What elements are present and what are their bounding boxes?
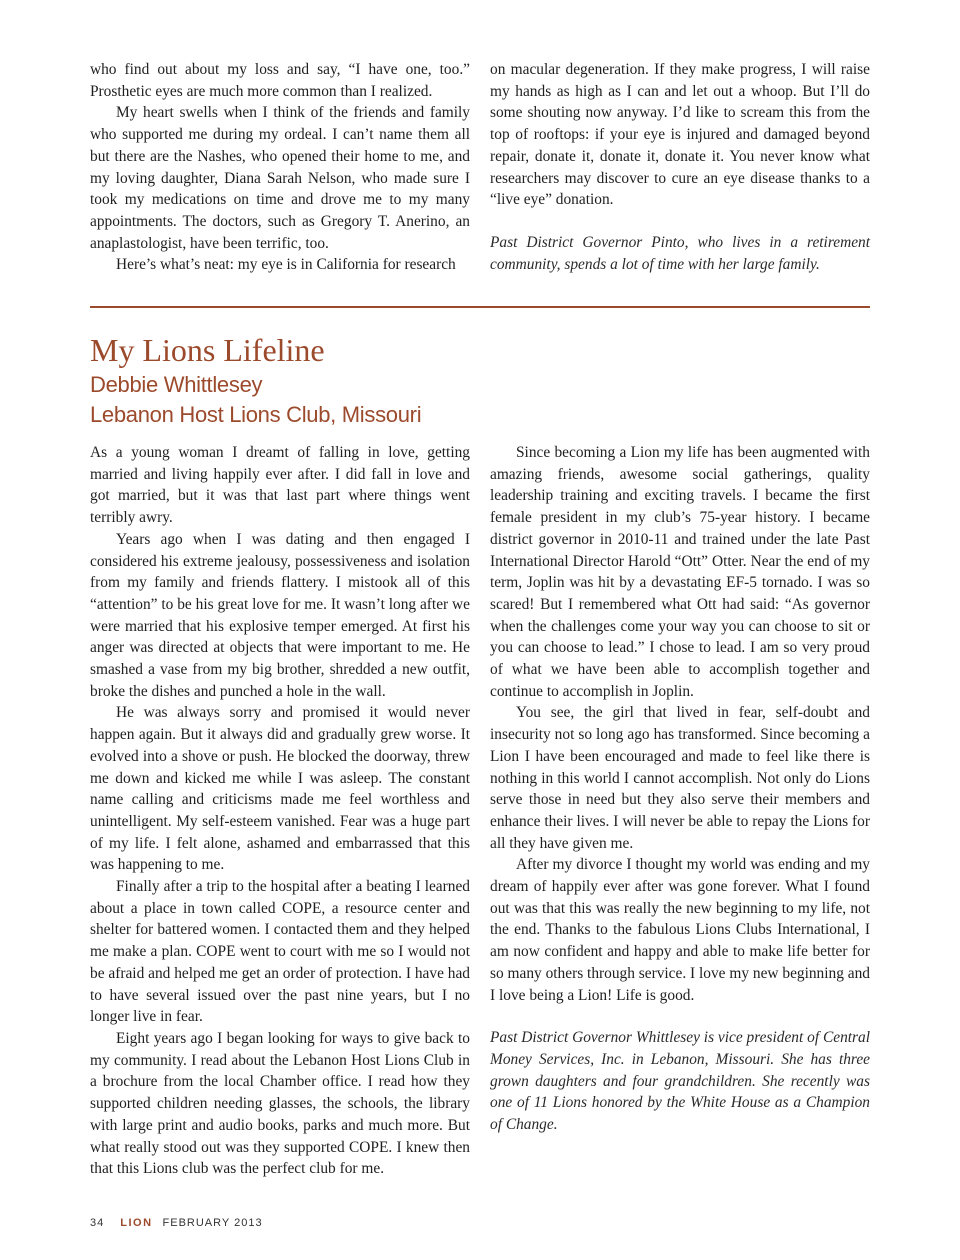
- body-paragraph: on macular degeneration. If they make progress, I will raise my hands as high as I can and let out a whoop. But I’ll do some shouting now anyway. I’d like to scream this from the top of rooftops: if your eye is injured and damaged beyond repair, donate it, donate it, donate it. You never know what researchers may discover to cure an eye disease thanks to a “live eye” donation.: [490, 61, 870, 209]
- article-right-column: [490, 442, 870, 1136]
- author-bio: Past District Governor Whittlesey is vice president of Central Money Services, Inc. in Lebanon, Missouri. She has three grown daughters and four grandchildren. She recently was one of 11 Lions honored by the White House as a Champion of Change.: [490, 1029, 870, 1134]
- body-paragraph: He was always sorry and promised it would never happen again. But it always did and gradually grew worse. It evolved into a shove or push. He blocked the doorway, threw me down and kicked me while I was asleep. The constant name calling and criticisms made me feel worthless and unintelligent. My self-esteem vanished. Fear was a huge part of my life. I felt alone, ashamed and embarrassed that this was happening to me.: [90, 704, 470, 874]
- body-paragraph: You see, the girl that lived in fear, self-doubt and insecurity not so long ago has transformed. Since becoming a Lion I have been encouraged and made to feel like there is nothing in this world I cannot accomplish. Not only do Lions serve those in need but they also serve their members and enhance their lives. I will never be able to repay the Lions for all they have given me.: [490, 704, 870, 852]
- body-paragraph: My heart swells when I think of the friends and family who supported me during my ordeal. I can’t name them all but there are the Nashes, who opened their home to me, and my loving daughter, Diana Sarah Nelson, who made sure I took my medications on time and drove me to my many appointments. The doctors, such as Gregory T. Anerino, an anaplastologist, have been terrific, too.: [90, 104, 470, 252]
- page-footer: [90, 1217, 263, 1229]
- issue-date: FEBRUARY 2013: [162, 1217, 263, 1229]
- article-club: Lebanon Host Lions Club, Missouri: [90, 402, 422, 427]
- body-paragraph: who find out about my loss and say, “I have one, too.” Prosthetic eyes are much more common than I realized.: [90, 61, 470, 100]
- body-paragraph: After my divorce I thought my world was ending and my dream of happily ever after was gone forever. What I found out was that this was really the new beginning to my life, not the end. Thanks to the fabulous Lions Clubs International, I am now confident and happy and able to make life better for so many others through service. I love my new beginning and I love being a Lion! Life is good.: [490, 856, 870, 1004]
- body-paragraph: Years ago when I was dating and then engaged I considered his extreme jealousy, possessiveness and isolation from my family and friends flattery. I mistook all of this “attention” to be his great love for me. It wasn’t long after we were married that his explosive temper emerged. At first his anger was directed at objects that were important to me. He smashed a vase from my big brother, shredded a new outfit, broke the dishes and punched a hole in the wall.: [90, 530, 470, 700]
- magazine-name: LION: [120, 1217, 153, 1229]
- article-left-column: [90, 442, 470, 1180]
- top-right-column: [490, 59, 870, 275]
- page-number: 34: [90, 1217, 105, 1229]
- body-paragraph: Eight years ago I began looking for ways to give back to my community. I read about the Lebanon Host Lions Club in a brochure from the local Chamber office. I read how they supported children needing glasses, the schools, the library with large print and audio books, parks and much more. But what really stood out was they supported COPE. I knew then that this Lions club was the perfect club for me.: [90, 1029, 470, 1178]
- section-divider: [90, 306, 870, 308]
- author-bio: Past District Governor Pinto, who lives in a retirement community, spends a lot of time with her large family.: [490, 233, 870, 273]
- body-paragraph: Since becoming a Lion my life has been augmented with amazing friends, awesome social gatherings, quality leadership training and exciting travels. I became the first female president in my club’s 75-year history. I became district governor in 2010-11 and trained under the late Past International Director Harold “Ott” Otter. Near the end of my term, Joplin was hit by a devastating EF-5 tornado. I was so scared! But I remembered what Ott had said: “As governor when the challenges come your way you can choose to sit or you can choose to lead.” I chose to lead. I am so very proud of what we have been able to accomplish together and continue to accomplish in Joplin.: [490, 444, 870, 700]
- article-author: Debbie Whittlesey: [90, 372, 263, 397]
- body-paragraph: As a young woman I dreamt of falling in love, getting married and living happily ever after. I did fall in love and got married, but it was that last part where things went terribly awry.: [90, 444, 470, 527]
- top-left-column: [90, 59, 470, 276]
- body-paragraph: Here’s what’s neat: my eye is in California for research: [116, 256, 456, 274]
- body-paragraph: Finally after a trip to the hospital after a beating I learned about a place in town called COPE, a resource center and shelter for battered women. I contacted them and they helped me make a plan. COPE went to court with me so I would not be afraid and helped me get an order of protection. I have had to have several issued over the past nine years, but I no longer live in fear.: [90, 878, 470, 1026]
- article-title: My Lions Lifeline: [90, 332, 325, 368]
